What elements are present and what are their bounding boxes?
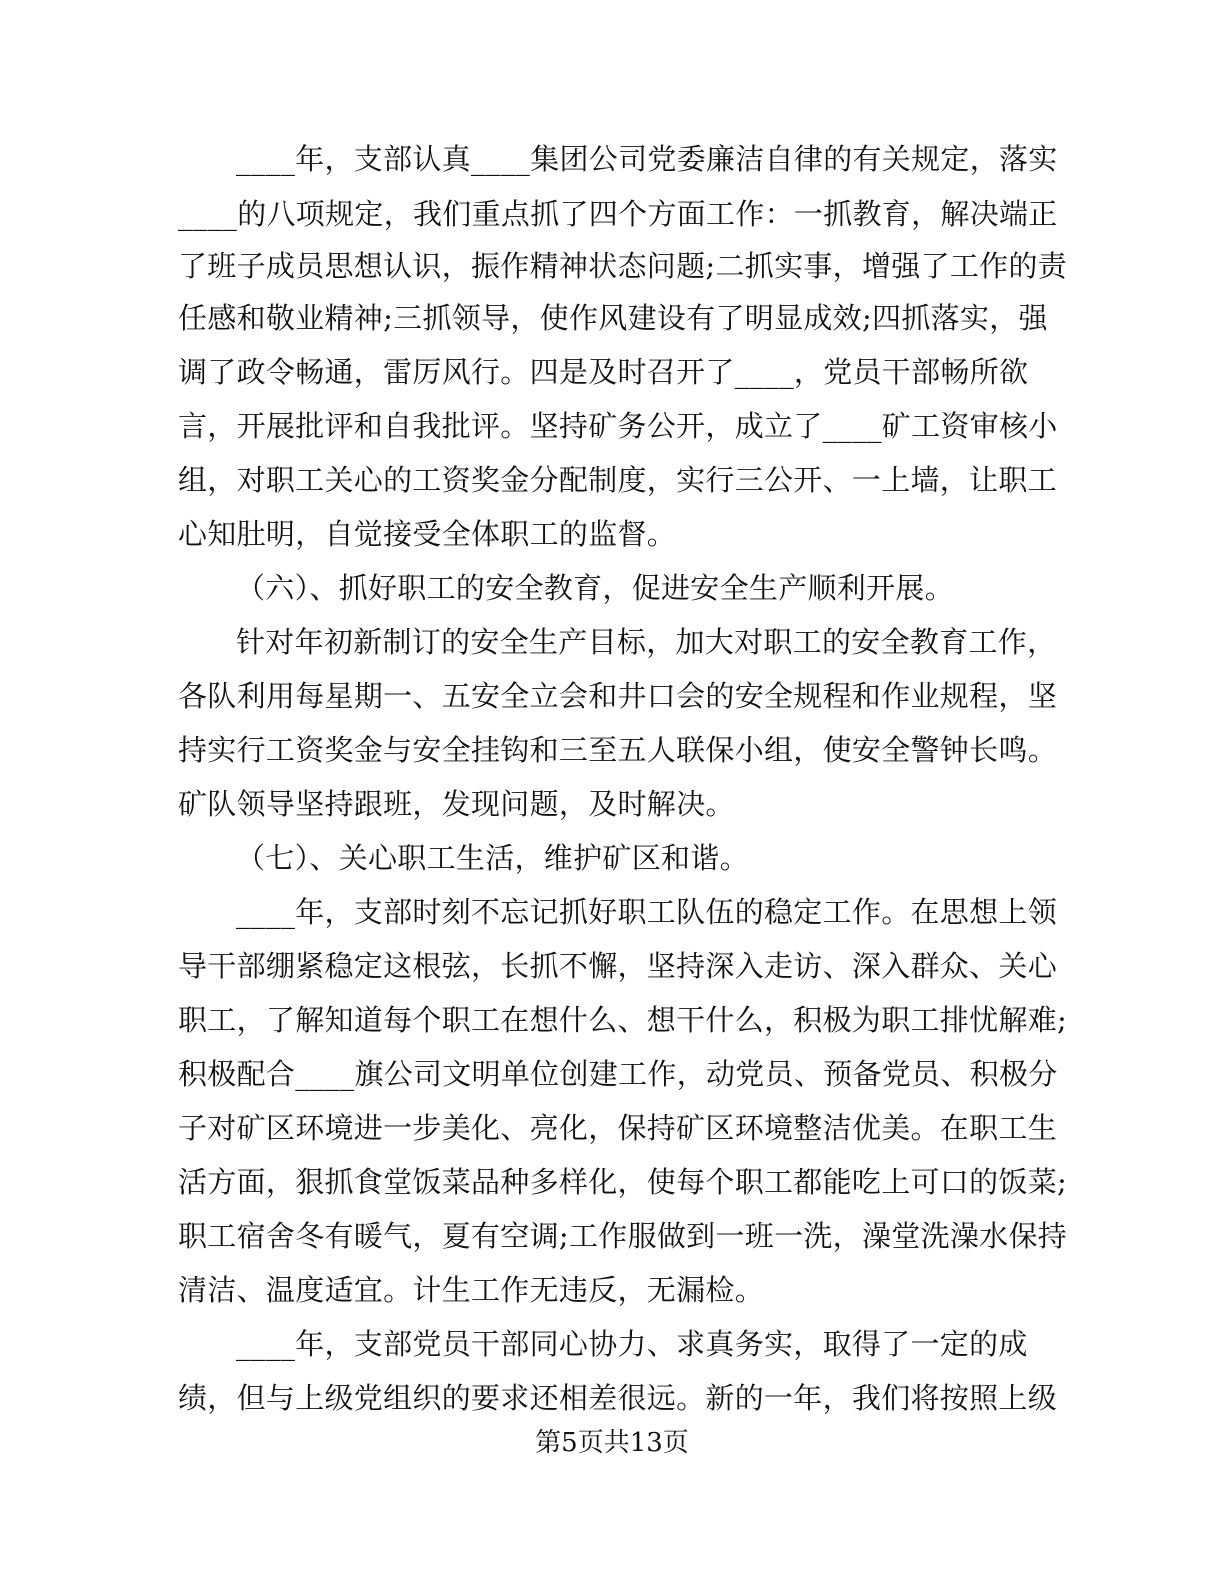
text-line: 绩，但与上级党组织的要求还相差很远。新的一年，我们将按照上级 (178, 1381, 1058, 1415)
text-line: ____年，支部认真____集团公司党委廉洁自律的有关规定，落实 (236, 142, 1058, 176)
text-line: 心知肚明，自觉接受全体职工的监督。 (178, 517, 677, 551)
section-heading: （七）、关心职工生活，维护矿区和谐。 (236, 841, 749, 875)
text-line: 矿队领导坚持跟班，发现问题，及时解决。 (178, 787, 735, 821)
text-line: 言，开展批评和自我批评。坚持矿务公开，成立了____矿工资审核小 (178, 409, 1058, 443)
text-line: 了班子成员思想认识，振作精神状态问题;二抓实事，增强了工作的责 (178, 249, 1068, 283)
text-line: 子对矿区环境进一步美化、亮化，保持矿区环境整洁优美。在职工生 (178, 1111, 1058, 1145)
text-line: 持实行工资奖金与安全挂钩和三至五人联保小组，使安全警钟长鸣。 (178, 733, 1058, 767)
text-line: ____年，支部时刻不忘记抓好职工队伍的稳定工作。在思想上领 (236, 895, 1058, 929)
text-line: 积极配合____旗公司文明单位创建工作，动党员、预备党员、积极分 (178, 1057, 1058, 1091)
text-line: 各队利用每星期一、五安全立会和井口会的安全规程和作业规程，坚 (178, 679, 1058, 713)
text-line: 针对年初新制订的安全生产目标，加大对职工的安全教育工作， (236, 625, 1057, 659)
text-line: 任感和敬业精神;三抓领导，使作风建设有了明显成效;四抓落实，强 (178, 301, 1048, 335)
text-line: 职工宿舍冬有暖气，夏有空调;工作服做到一班一洗，澡堂洗澡水保持 (178, 1219, 1068, 1253)
text-line: 调了政令畅通，雷厉风行。四是及时召开了____，党员干部畅所欲 (178, 355, 1029, 389)
text-line: 组，对职工关心的工资奖金分配制度，实行三公开、一上墙，让职工 (178, 463, 1058, 497)
text-line: 活方面，狠抓食堂饭菜品种多样化，使每个职工都能吃上可口的饭菜; (178, 1165, 1068, 1199)
text-line: 清洁、温度适宜。计生工作无违反，无漏检。 (178, 1273, 765, 1307)
text-line: 导干部绷紧稳定这根弦，长抓不懈，坚持深入走访、深入群众、关心 (178, 949, 1058, 983)
text-line: ____年，支部党员干部同心协力、求真务实，取得了一定的成 (236, 1327, 1028, 1361)
text-line: 职工，了解知道每个职工在想什么、想干什么，积极为职工排忧解难; (178, 1003, 1068, 1037)
text-line: ____的八项规定，我们重点抓了四个方面工作：一抓教育，解决端正 (178, 197, 1058, 231)
section-heading: （六）、抓好职工的安全教育，促进安全生产顺利开展。 (236, 571, 955, 605)
page-number: 第5页共13页 (535, 1428, 689, 1458)
